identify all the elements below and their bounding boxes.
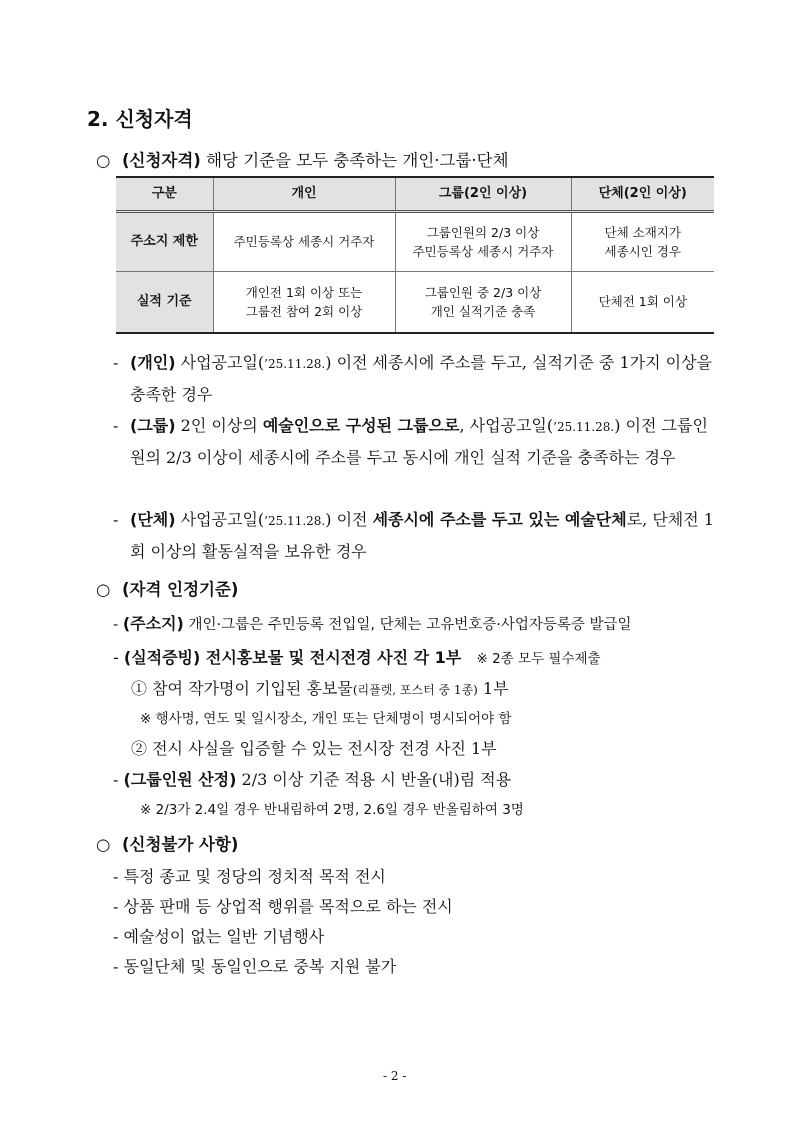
circle-bullet: ○ bbox=[96, 580, 111, 599]
circle-bullet: ○ bbox=[96, 835, 111, 854]
cell-performance-org: 단체전 1회 이상 bbox=[571, 272, 714, 334]
list-item: - 동일단체 및 동일인으로 중복 지원 불가 bbox=[113, 957, 397, 976]
cell-performance-group: 그룹인원 중 2/3 이상 개인 실적기준 충족 bbox=[395, 272, 571, 334]
address-text: 개인·그룹은 주민등록 전입일, 단체는 고유번호증·사업자등록증 발급일 bbox=[183, 617, 632, 633]
eligibility-table bbox=[116, 176, 714, 334]
dash: - bbox=[113, 957, 119, 976]
members-note: ※ 2/3가 2.4일 경우 반내림하여 2명, 2.6일 경우 반올림하여 3명 bbox=[140, 802, 524, 818]
table-header-row bbox=[116, 177, 714, 212]
notice-date: ’25.11.28. bbox=[264, 514, 326, 528]
section-title: 2. 신청자격 bbox=[87, 107, 193, 131]
label-members: (그룹인원 산정) bbox=[123, 770, 237, 789]
notice-date: ’25.11.28. bbox=[553, 420, 615, 434]
table-row-performance bbox=[116, 272, 714, 334]
proof-item-1-note: ※ 행사명, 연도 및 일시장소, 개인 또는 단체명이 명시되어야 함 bbox=[140, 711, 512, 727]
criterion-members bbox=[113, 767, 511, 790]
criterion-proof bbox=[113, 645, 601, 668]
proof-note: ※ 2종 모두 필수제출 bbox=[476, 651, 601, 667]
members-text: 2/3 이상 기준 적용 시 반올(내)림 적용 bbox=[236, 770, 512, 789]
header-org: 단체(2인 이상) bbox=[571, 177, 714, 212]
dash: - bbox=[113, 416, 119, 435]
dash: - bbox=[113, 897, 119, 916]
criterion-address bbox=[113, 611, 632, 634]
eligibility-text: 해당 기준을 모두 충족하는 개인·그룹·단체 bbox=[200, 151, 509, 170]
bullet-org: - (단체) 사업공고일(’25.11.28.) 이전 세종시에 주소를 두고 있는 예술단체로, 단체전 1회 이상의 활동실적을 보유한 경우 bbox=[113, 505, 719, 567]
ineligible-heading bbox=[96, 831, 238, 855]
header-individual: 개인 bbox=[213, 177, 395, 212]
list-item: - 특정 종교 및 정당의 정치적 목적 전시 bbox=[113, 867, 386, 886]
circled-number-2: ② bbox=[131, 739, 148, 758]
circled-number-1: ① bbox=[131, 679, 148, 698]
eligibility-label: (신청자격) bbox=[122, 151, 201, 170]
bullet-individual: - (개인) 사업공고일(’25.11.28.) 이전 세종시에 주소를 두고, 실적기준 중 1가지 이상을 충족한 경우 bbox=[113, 348, 719, 410]
ineligible-label: (신청불가 사항) bbox=[122, 835, 239, 854]
org-emphasis: 세종시에 주소를 두고 있는 예술단체 bbox=[372, 510, 627, 529]
notice-date: ’25.11.28. bbox=[264, 357, 326, 371]
cell-address-group: 그룹인원의 2/3 이상 주민등록상 세종시 거주자 bbox=[395, 212, 571, 272]
label-group: (그룹) bbox=[130, 416, 176, 435]
list-item: - 예술성이 없는 일반 기념행사 bbox=[113, 927, 325, 946]
label-individual: (개인) bbox=[130, 353, 176, 372]
dash: - bbox=[113, 927, 119, 946]
table-row-address bbox=[116, 212, 714, 272]
criteria-label: (자격 인정기준) bbox=[122, 580, 239, 599]
row-label-address: 주소지 제한 bbox=[116, 212, 213, 272]
proof-item-1: ① 참여 작가명이 기입된 홍보물(리플렛, 포스터 중 1종) 1부 bbox=[131, 679, 509, 698]
row-label-performance: 실적 기준 bbox=[116, 272, 213, 334]
dash: - bbox=[113, 510, 119, 529]
bullet-group: - (그룹) 2인 이상의 예술인으로 구성된 그룹으로, 사업공고일(’25.11.28.) 이전 그룹인원의 2/3 이상이 세종시에 주소를 두고 동시에 개인 실적 기준을 충족하는 경우 bbox=[113, 411, 719, 473]
dash: - bbox=[113, 770, 119, 789]
header-category: 구분 bbox=[116, 177, 213, 212]
label-proof: (실적증빙) 전시홍보물 및 전시전경 사진 각 1부 bbox=[123, 648, 462, 667]
circle-bullet: ○ bbox=[96, 151, 111, 170]
criteria-heading bbox=[96, 576, 238, 600]
dash: - bbox=[113, 867, 119, 886]
label-org: (단체) bbox=[130, 510, 176, 529]
list-item: - 상품 판매 등 상업적 행위를 목적으로 하는 전시 bbox=[113, 897, 453, 916]
cell-address-individual: 주민등록상 세종시 거주자 bbox=[213, 212, 395, 272]
dash: - bbox=[113, 353, 119, 372]
page-number: - 2 - bbox=[383, 1069, 407, 1083]
dash: - bbox=[113, 648, 119, 667]
cell-performance-individual: 개인전 1회 이상 또는 그룹전 참여 2회 이상 bbox=[213, 272, 395, 334]
group-emphasis: 예술인으로 구성된 그룹으로 bbox=[262, 416, 460, 435]
cell-address-org: 단체 소재지가 세종시인 경우 bbox=[571, 212, 714, 272]
label-address: (주소지) bbox=[122, 614, 184, 633]
dash: - bbox=[113, 617, 119, 633]
proof-item-2: ② 전시 사실을 입증할 수 있는 전시장 전경 사진 1부 bbox=[131, 739, 497, 758]
header-group: 그룹(2인 이상) bbox=[395, 177, 571, 212]
eligibility-heading bbox=[96, 147, 509, 171]
